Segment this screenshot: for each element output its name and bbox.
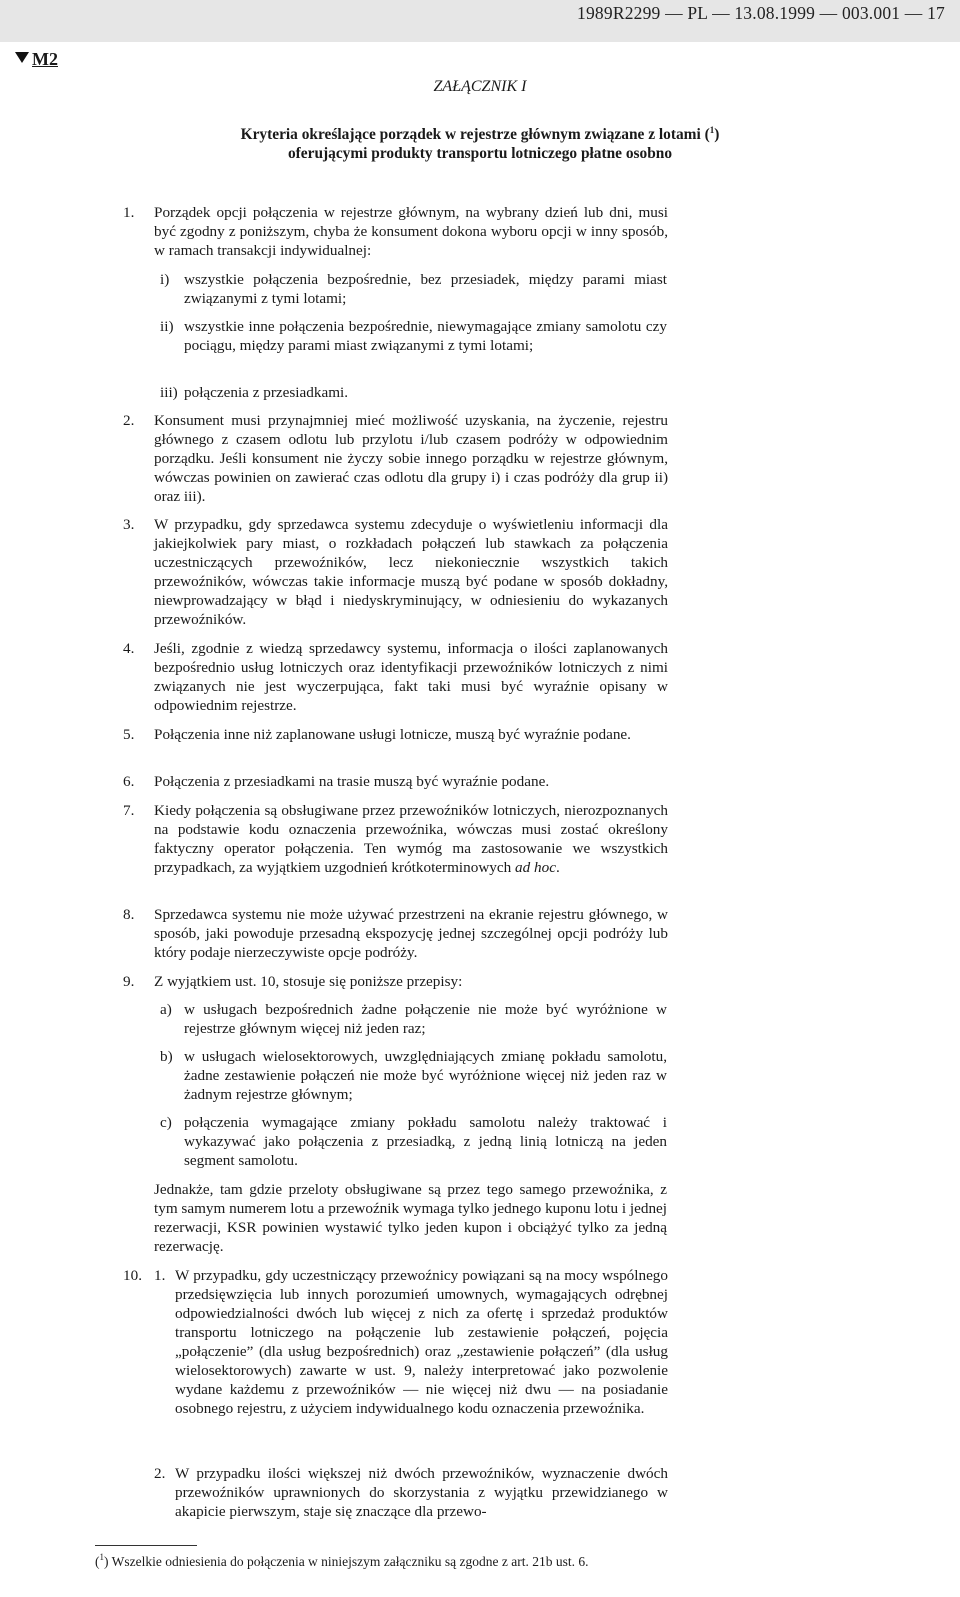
list-item-a: a) w usługach bezpośrednich żadne połączenie nie może być wyróżnione w rejestrze głównym więcej niż jeden raz; (160, 1001, 667, 1037)
paragraph-9: 9. Z wyjątkiem ust. 10, stosuje się poniższe przepisy: (123, 973, 463, 990)
list-item-c: c) połączenia wymagające zmiany pokładu samolotu należy traktować i wykazywać jako połączenia z przesiadką, z jedną linią lotniczą na jeden segment samolotu. (160, 1114, 667, 1169)
paragraph-10-1-text: W przypadku, gdy uczestniczący przewoźnicy powiązani są na mocy wspólnego przedsięwzięcia lub innych porozumień umownych, wymagających odrębnej odpowiedzialności dwóch lub więcej z nich za ofertę i sprzedaż produktów transportu lotniczego na połączenie lub zestawienie połączeń, pojęcia „połączenie” (dla usług bezpośrednich) oraz „zestawienie połączeń” (dla usług wielosektorowych) zawarte w ust. 9, należy interpretować jako pozwolenie wydane każdemu z przewoźników — nie więcej niż dwu — na posiadanie osobnego rejestru, z użyciem indywidualnego kodu oznaczenia przewoźnika. (175, 1267, 668, 1417)
list-item-ii: ii) wszystkie inne połączenia bezpośrednie, niewymagające zmiany samolotu czy pociągu, między parami miast związanymi z tymi lotami; (160, 318, 667, 354)
paragraph-5: 5. Połączenia inne niż zaplanowane usługi lotnicze, muszą być wyraźnie podane. (123, 726, 631, 743)
paragraph-8: 8. Sprzedawca systemu nie może używać przestrzeni na ekranie rejestru głównego, w sposób, jaki powoduje przesadną ekspozycję jednej szczególnej opcji podróży lub który podaje nierzeczywiste opcje podróży. (123, 906, 668, 961)
paragraph-2: 2. Konsument musi przynajmniej mieć możliwość uzyskania, na życzenie, rejestru głównego z czasem odlotu lub przylotu i/lub czasem podróży w odpowiednim porządku. Jeśli konsument nie życzy sobie innego porządku w rejestrze głównym, wówczas powinien on zawierać czas odlotu dla grupy i) i czas podróży dla grup ii) oraz iii). (123, 412, 668, 505)
paragraph-9-note: Jednakże, tam gdzie przeloty obsługiwane są przez tego samego przewoźnika, z tym samym numerem lotu a przewoźnik wymaga tylko jednego kuponu lotu i jednej rezerwacji, KSR powinien wystawić tylko jeden kupon i obciążyć tylko za jedną rezerwację. (154, 1181, 667, 1255)
amendment-code: M2 (32, 49, 58, 69)
paragraph-number: 1. (123, 204, 135, 221)
paragraph-text: Porządek opcji połączenia w rejestrze głównym, na wybrany dzień lub dni, musi być zgodny z poniższym, chyba że konsument dokona wyboru opcji w inny sposób, w ramach transakcji indywidualnej: (154, 204, 668, 259)
amendment-marker[interactable] (15, 50, 58, 69)
paragraph-10: 10. 1. W przypadku, gdy uczestniczący przewoźnicy powiązani są na mocy wspólnego przedsięwzięcia lub innych porozumień umownych, wymagających odrębnej odpowiedzialności dwóch lub więcej z nich za ofertę i sprzedaż produktów transportu lotniczego na połączenie lub zestawienie połączeń, pojęcia „połączenie” (dla usług bezpośrednich) oraz „zestawienie połączeń” (dla usług wielosektorowych) zawarte w ust. 9, należy interpretować jako pozwolenie wydane każdemu z przewoźników — nie więcej niż dwu — na posiadanie osobnego rejestru, z użyciem indywidualnego kodu oznaczenia przewoźnika. (123, 1267, 668, 1417)
footnote: ($^1$) Wszelkie odniesienia do połączenia w niniejszym załączniku są zgodne z art. 21b ust. 6. (95, 1552, 589, 1569)
document-reference: 1989R2299 — PL — 13.08.1999 — 003.001 — 17 (577, 3, 945, 23)
footnote-ref[interactable]: 1 (709, 125, 715, 135)
header-bar (0, 0, 960, 42)
paragraph-7: 7. Kiedy połączenia są obsługiwane przez przewoźników lotniczych, nierozpoznanych na podstawie kodu oznaczenia przewoźnika, wówczas musi zostać określony faktyczny operator połączenia. Ten wymóg ma zastosowanie we wszystkich przypadkach, za wyjątkiem uzgodnień krótkoterminowych ad hoc. (123, 802, 668, 876)
list-item-b: b) w usługach wielosektorowych, uwzględniających zmianę pokładu samolotu, żadne zestawienie połączeń nie może być wyróżnione więcej niż jeden raz w żadnym rejestrze głównym; (160, 1048, 667, 1103)
list-item-i: i) wszystkie połączenia bezpośrednie, bez przesiadek, między parami miast związanymi z tymi lotami; (160, 271, 667, 307)
paragraph-1 (123, 203, 668, 260)
paragraph-6: 6. Połączenia z przesiadkami na trasie muszą być wyraźnie podane. (123, 773, 550, 790)
paragraph-4: 4. Jeśli, zgodnie z wiedzą sprzedawcy systemu, informacja o ilości zaplanowanych bezpośrednio usług lotniczych oraz identyfikacji przewoźników lotniczych z nimi związanych nie jest wyczerpująca, fakt taki musi być wyraźnie opisany w odpowiednim rejestrze. (123, 640, 668, 714)
annex-title: ZAŁĄCZNIK I (433, 78, 527, 95)
list-item-iii: iii) połączenia z przesiadkami. (160, 384, 349, 401)
document-title: Kryteria określające porządek w rejestrze głównym związane z lotami ($^1$) oferującymi produkty transportu lotniczego płatne osobno (240, 125, 720, 162)
footnote-separator (95, 1545, 197, 1546)
triangle-down-icon (15, 52, 29, 63)
paragraph-3: 3. W przypadku, gdy sprzedawca systemu zdecyduje o wyświetleniu informacji dla jakiejkolwiek pary miast, o rozkładach połączeń lub stawkach za połączenia uczestniczących przewoźników, lecz niekoniecznie wszystkich takich przewoźników, wówczas takie informacje muszą być podane w sposób dokładny, niewprowadzający w błąd i niedyskryminujący, w odniesieniu do wykazanych przewoźników. (123, 516, 668, 628)
paragraph-10-2: 2. W przypadku ilości większej niż dwóch przewoźników, wyznaczenie dwóch przewoźników uprawnionych do skorzystania z wyjątku przewidzianego w akapicie pierwszym, staje się znaczące dla przewo- (154, 1465, 668, 1520)
